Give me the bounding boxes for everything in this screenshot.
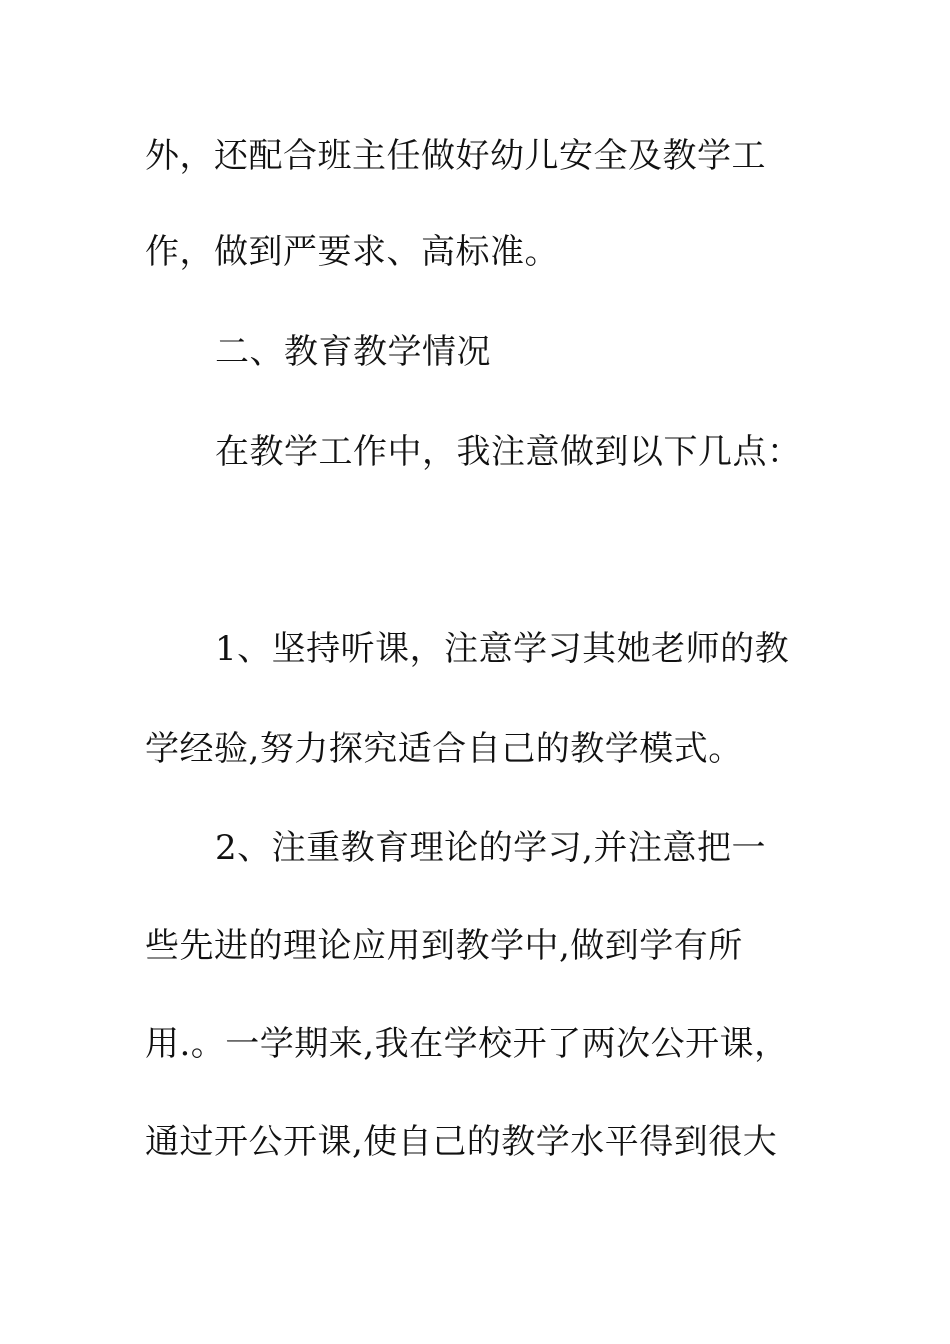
list-item-1-line-2: 学经验,努力探究适合自己的教学模式。 [145, 729, 743, 769]
list-item-2-line-4: 通过开公开课,使自己的教学水平得到很大 [145, 1122, 778, 1162]
paragraph-line-3: 在教学工作中，我注意做到以下几点： [215, 432, 802, 472]
section-heading: 二、教育教学情况 [215, 332, 491, 372]
paragraph-line-1: 外，还配合班主任做好幼儿安全及教学工 [145, 136, 766, 176]
list-item-1-line-1: 1、坚持听课，注意学习其她老师的教 [215, 629, 790, 669]
paragraph-line-2: 作，做到严要求、高标准。 [145, 232, 559, 272]
list-item-2-line-1: 2、注重教育理论的学习,并注意把一 [215, 828, 766, 868]
list-item-2-line-3: 用.。一学期来,我在学校开了两次公开课， [145, 1024, 789, 1064]
list-item-2-line-2: 些先进的理论应用到教学中,做到学有所 [145, 926, 743, 966]
